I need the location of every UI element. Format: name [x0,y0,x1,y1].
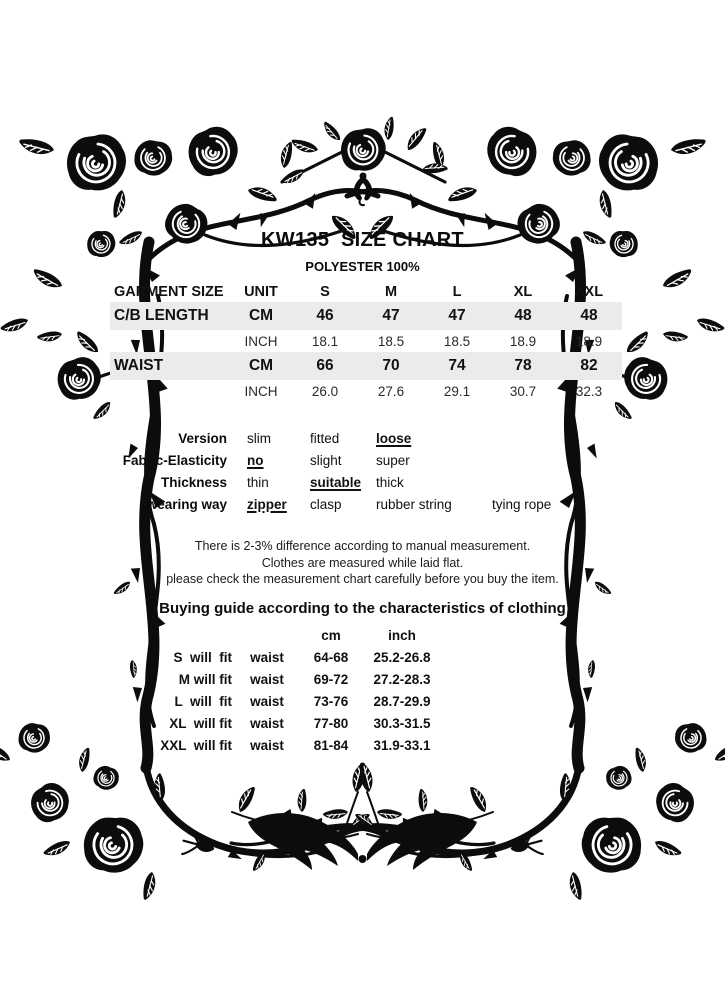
attribute-option: thin [247,474,269,490]
value-cell: 32.3 [575,383,603,399]
clothing-attributes [0,427,725,515]
value-cell: 74 [448,357,466,374]
header-unit: UNIT [244,283,278,300]
header-inch: inch [388,627,416,643]
cm-range: 73-76 [313,693,349,709]
buying-guide-header-row [84,624,444,646]
value-cell: 48 [514,307,532,324]
table-row-cb-length-inch [110,330,622,352]
table-row-cb-length-cm [110,302,622,330]
value-cell: 82 [580,357,598,374]
inch-range: 30.3-31.5 [373,715,431,731]
value-cell: 47 [382,307,400,324]
inch-range: 25.2-26.8 [373,649,431,665]
size-fit-label: L will fit [174,693,232,709]
value-cell: 47 [448,307,466,324]
body-part: waist [250,715,284,731]
attribute-option: super [376,452,410,468]
unit-cell: INCH [244,383,278,399]
note-line: Clothes are measured while laid flat. [261,555,464,570]
attribute-option: slight [310,452,342,468]
unit-cell: INCH [244,333,278,349]
attribute-option: rubber string [376,496,452,512]
size-table-header-row [110,281,622,302]
body-part: waist [250,671,284,687]
attribute-option: clasp [310,496,342,512]
value-cell: 29.1 [443,383,471,399]
value-cell: 46 [316,307,334,324]
value-cell: 27.6 [377,383,405,399]
buying-guide-row-xxl [84,734,444,756]
value-cell: 18.5 [443,333,471,349]
unit-cell: CM [248,357,274,374]
cm-range: 69-72 [313,671,349,687]
row-label: C/B LENGTH [114,307,209,324]
body-part: waist [250,737,284,753]
header-size-xxl: XXL [574,283,604,300]
buying-guide-row-s [84,646,444,668]
measurement-notes [0,538,725,588]
size-fit-label: S will fit [173,649,232,665]
attribute-row-wearing-way [0,493,725,515]
attribute-label: wearing way [146,496,227,512]
note-line: There is 2-3% difference according to manual measurement. [194,539,531,553]
attribute-label: Thickness [160,474,227,490]
attribute-label: Fabric-Elasticity [122,452,227,468]
table-row-waist-inch [110,380,622,402]
header-size-xl: XL [513,283,533,300]
buying-guide-row-xl [84,712,444,734]
attribute-row-thickness [0,471,725,493]
size-fit-label: M will fit [178,671,232,687]
value-cell: 70 [382,357,400,374]
value-cell: 66 [316,357,334,374]
value-cell: 18.5 [377,333,405,349]
inch-range: 27.2-28.3 [373,671,431,687]
value-cell: 18.9 [509,333,537,349]
size-fit-label: XL will fit [169,715,232,731]
cm-range: 77-80 [313,715,349,731]
value-cell: 26.0 [311,383,339,399]
fabric-composition: POLYESTER 100% [305,259,420,274]
buying-guide-table [84,624,444,756]
body-part: waist [250,649,284,665]
attribute-option: fitted [310,430,340,446]
inch-range: 28.7-29.9 [373,693,431,709]
value-cell: 48 [580,307,598,324]
header-garment-size: GARMENT SIZE [114,283,224,300]
value-cell: 78 [514,357,532,374]
buying-guide-row-l [84,690,444,712]
body-part: waist [250,693,284,709]
attribute-row-fabric-elasticity [0,449,725,471]
header-size-s: S [320,283,330,300]
attribute-option: thick [376,474,404,490]
attribute-option-selected: no [247,452,264,468]
attribute-option-selected: loose [376,430,412,446]
cm-range: 64-68 [313,649,349,665]
attribute-option: slim [247,430,271,446]
attribute-row-version [0,427,725,449]
value-cell: 18.1 [311,333,339,349]
row-label: WAIST [114,357,164,374]
value-cell: 30.7 [509,383,537,399]
attribute-option-selected: suitable [310,474,362,490]
value-cell: 18.9 [575,333,603,349]
cm-range: 81-84 [313,737,349,753]
header-size-l: L [452,283,462,300]
attribute-option: tying rope [492,496,552,512]
table-row-waist-cm [110,352,622,380]
page-title: KW135 SIZE CHART [261,229,464,251]
attribute-option-selected: zipper [247,496,287,512]
attribute-label: Version [178,430,227,446]
header-size-m: M [384,283,398,300]
size-fit-label: XXL will fit [160,737,232,753]
size-table [110,281,622,402]
header-cm: cm [321,627,341,643]
buying-guide-title: Buying guide according to the characteristics of clothing [159,600,566,617]
inch-range: 31.9-33.1 [373,737,431,753]
buying-guide-row-m [84,668,444,690]
note-line: please check the measurement chart carefully before you buy the item. [166,572,559,586]
unit-cell: CM [248,307,274,324]
